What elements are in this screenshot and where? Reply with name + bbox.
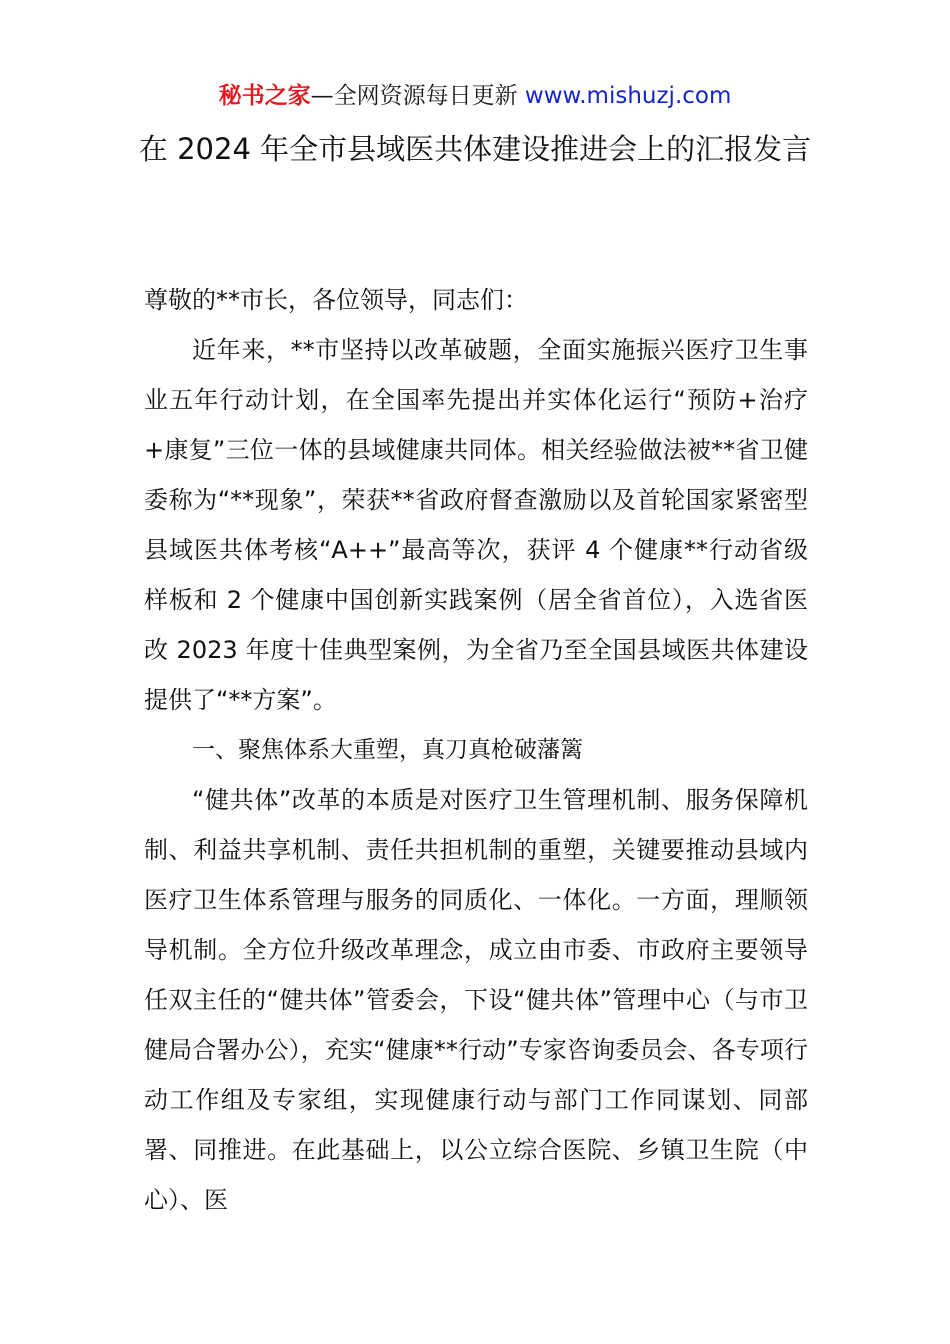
document-body (144, 275, 808, 1225)
section-heading: 一、聚焦体系大重塑，真刀真枪破藩篱 (192, 737, 583, 763)
salutation: 尊敬的**市长，各位领导，同志们： (144, 286, 528, 314)
intro-paragraph: 近年来，**市坚持以改革破题，全面实施振兴医疗卫生事业五年行动计划，在全国率先提出并实体化运行“预防+治疗+康复”三位一体的县域健康共同体。相关经验做法被**省卫健委称为“**现象”，荣获**省政府督查激励以及首轮国家紧密型县域医共体考核“A++”最高等次，获评 4 个健康**行动省级样板和 2 个健康中国创新实践案例（居全省首位），入选省医改 2023 年度十佳典型案例，为全省乃至全国县域医共体建设提供了“**方案”。 (144, 336, 808, 714)
site-tagline: —全网资源每日更新 (310, 83, 525, 109)
site-brand: 秘书之家 (218, 83, 311, 109)
section-paragraph: “健共体”改革的本质是对医疗卫生管理机制、服务保障机制、利益共享机制、责任共担机制的重塑，关键要推动县域内医疗卫生体系管理与服务的同质化、一体化。一方面，理顺领导机制。全方位升级改革理念，成立由市委、市政府主要领导任双主任的“健共体”管委会，下设“健共体”管理中心（与市卫健局合署办公），充实“健康**行动”专家咨询委员会、各专项行动工作组及专家组，实现健康行动与部门工作同谋划、同部署、同推进。在此基础上，以公立综合医院、乡镇卫生院（中心）、医 (144, 786, 808, 1214)
site-header (0, 80, 950, 112)
document-title: 在 2024 年全市县域医共体建设推进会上的汇报发言 (138, 132, 812, 166)
site-url-link[interactable]: www.mishuzj.com (524, 83, 732, 109)
